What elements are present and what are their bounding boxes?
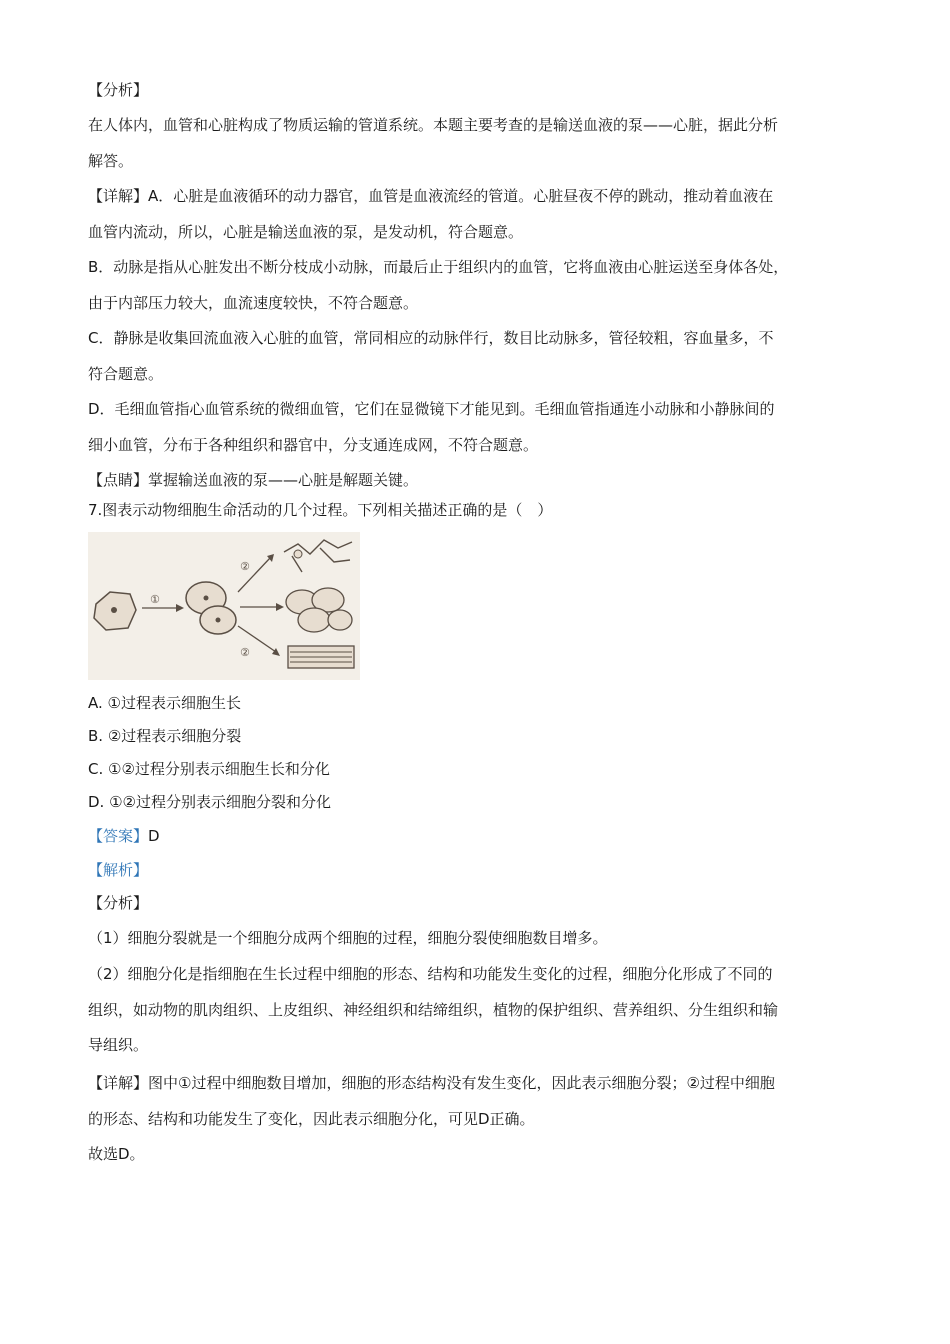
- label-2-bottom: ②: [240, 646, 250, 659]
- label-2-top: ②: [240, 560, 250, 573]
- paragraph-line: 符合题意。: [88, 365, 164, 383]
- paragraph-line: （2）细胞分化是指细胞在生长过程中细胞的形态、结构和功能发生变化的过程，细胞分化形成了不同的: [88, 965, 773, 983]
- paragraph-line: 解答。: [88, 152, 134, 170]
- paragraph-line: 导组织。: [88, 1036, 149, 1054]
- answer-line: [88, 826, 160, 846]
- cell-diagram-svg: [88, 532, 360, 680]
- paragraph-line: 在人体内，血管和心脏构成了物质运输的管道系统。本题主要考查的是输送血液的泵——心脏，据此分析: [88, 116, 779, 134]
- explanation-heading: 【解析】: [88, 861, 149, 879]
- paragraph-line: 细小血管，分布于各种组织和器官中，分支通连成网，不符合题意。: [88, 436, 539, 454]
- paragraph-line: （1）细胞分裂就是一个细胞分成两个细胞的过程，细胞分裂使细胞数目增多。: [88, 929, 608, 947]
- paragraph-line: 【详解】图中①过程中细胞数目增加，细胞的形态结构没有发生变化，因此表示细胞分裂；②过程中细胞: [88, 1074, 775, 1092]
- option-c: C. ①②过程分别表示细胞生长和分化: [88, 760, 330, 778]
- option-b: B. ②过程表示细胞分裂: [88, 727, 242, 745]
- paragraph-line: 【详解】A．心脏是血液循环的动力器官，血管是血液流经的管道。心脏昼夜不停的跳动，推动着血液在: [88, 187, 774, 205]
- paragraph-line: 组织，如动物的肌肉组织、上皮组织、神经组织和结缔组织，植物的保护组织、营养组织、分生组织和输: [88, 1001, 779, 1019]
- tip-line: 【点睛】掌握输送血液的泵——心脏是解题关键。: [88, 471, 419, 489]
- option-a: A. ①过程表示细胞生长: [88, 694, 241, 712]
- paragraph-line: 由于内部压力较大，血流速度较快，不符合题意。: [88, 294, 419, 312]
- paragraph-line: 血管内流动，所以，心脏是输送血液的泵，是发动机，符合题意。: [88, 223, 524, 241]
- cell-process-figure: [88, 532, 360, 680]
- conclusion-line: 故选D。: [88, 1145, 145, 1163]
- answer-value: D: [148, 827, 160, 845]
- option-d: D. ①②过程分别表示细胞分裂和分化: [88, 793, 331, 811]
- section-heading-analysis-2: 【分析】: [88, 894, 149, 912]
- paragraph-line: D．毛细血管指心血管系统的微细血管，它们在显微镜下才能见到。毛细血管指通连小动脉和小静脉间的: [88, 400, 775, 418]
- paragraph-line: C．静脉是收集回流血液入心脏的血管，常同相应的动脉伴行，数目比动脉多，管径较粗，容血量多，不: [88, 329, 774, 347]
- question-7: 7.图表示动物细胞生命活动的几个过程。下列相关描述正确的是（ ）: [88, 501, 553, 519]
- section-heading-analysis: 【分析】: [88, 81, 149, 99]
- paragraph-line: 的形态、结构和功能发生了变化，因此表示细胞分化，可见D正确。: [88, 1110, 535, 1128]
- label-1: ①: [150, 593, 160, 606]
- paragraph-line: B．动脉是指从心脏发出不断分枝成小动脉，而最后止于组织内的血管，它将血液由心脏运送至身体各处，: [88, 258, 789, 276]
- answer-label: 【答案】: [88, 827, 149, 845]
- cell-nucleus: [111, 607, 117, 613]
